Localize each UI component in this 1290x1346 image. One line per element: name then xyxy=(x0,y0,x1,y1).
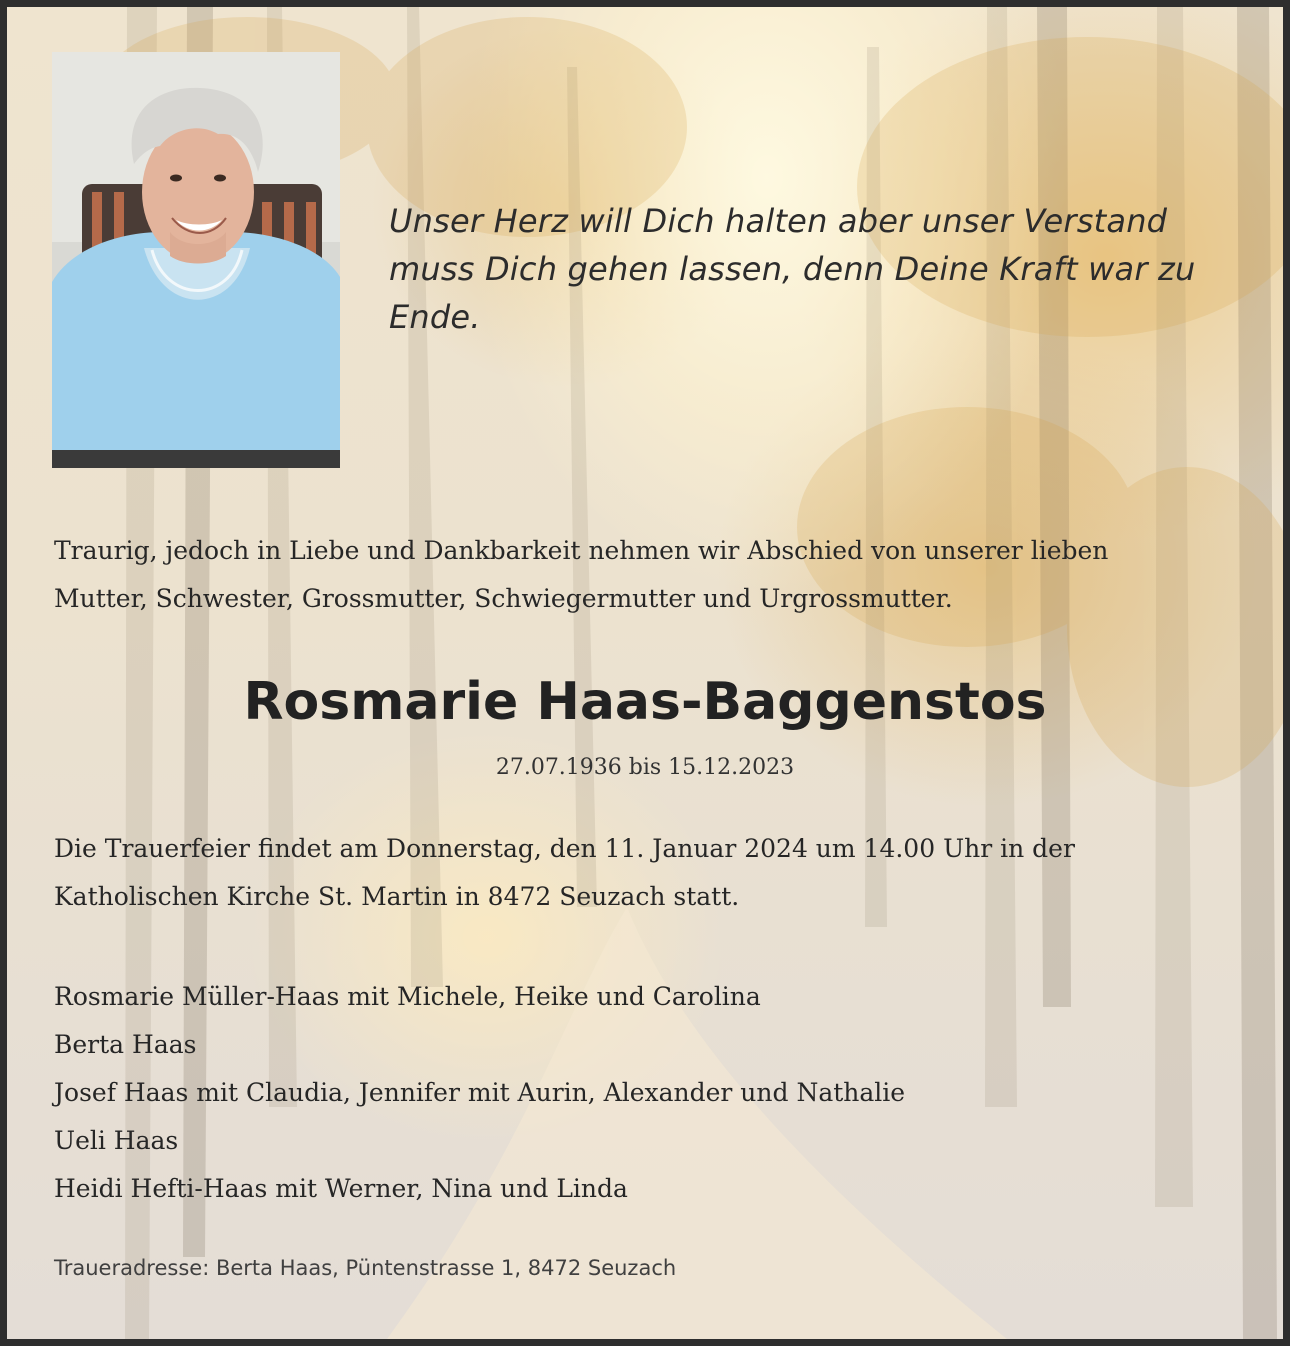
ceremony-text xyxy=(54,825,1234,921)
quote-line: Ende. xyxy=(389,298,481,336)
portrait-photo xyxy=(52,52,340,468)
deceased-name: Rosmarie Haas-Baggenstos xyxy=(243,672,1047,732)
memorial-quote xyxy=(389,197,1249,341)
intro-text xyxy=(54,527,1234,623)
intro-line: Mutter, Schwester, Grossmutter, Schwiegermutter und Urgrossmutter. xyxy=(54,584,953,613)
ceremony-line: Die Trauerfeier findet am Donnerstag, den 11. Januar 2024 um 14.00 Uhr in der xyxy=(54,834,1075,863)
mourner-item: Berta Haas xyxy=(54,1030,197,1059)
mourner-item: Josef Haas mit Claudia, Jennifer mit Aurin, Alexander und Nathalie xyxy=(54,1078,906,1107)
quote-line: muss Dich gehen lassen, denn Deine Kraft war zu xyxy=(389,250,1196,288)
mourners-list xyxy=(54,973,1234,1213)
ceremony-line: Katholischen Kirche St. Martin in 8472 Seuzach statt. xyxy=(54,882,740,911)
intro-line: Traurig, jedoch in Liebe und Dankbarkeit nehmen wir Abschied von unserer lieben xyxy=(54,536,1109,565)
mourning-address: Traueradresse: Berta Haas, Püntenstrasse 1, 8472 Seuzach xyxy=(54,1256,677,1280)
life-dates: 27.07.1936 bis 15.12.2023 xyxy=(495,755,795,780)
quote-line: Unser Herz will Dich halten aber unser Verstand xyxy=(389,202,1168,240)
mourner-item: Heidi Hefti-Haas mit Werner, Nina und Linda xyxy=(54,1174,628,1203)
portrait-icon xyxy=(52,52,340,468)
mourner-item: Ueli Haas xyxy=(54,1126,179,1155)
mourner-item: Rosmarie Müller-Haas mit Michele, Heike und Carolina xyxy=(54,982,761,1011)
